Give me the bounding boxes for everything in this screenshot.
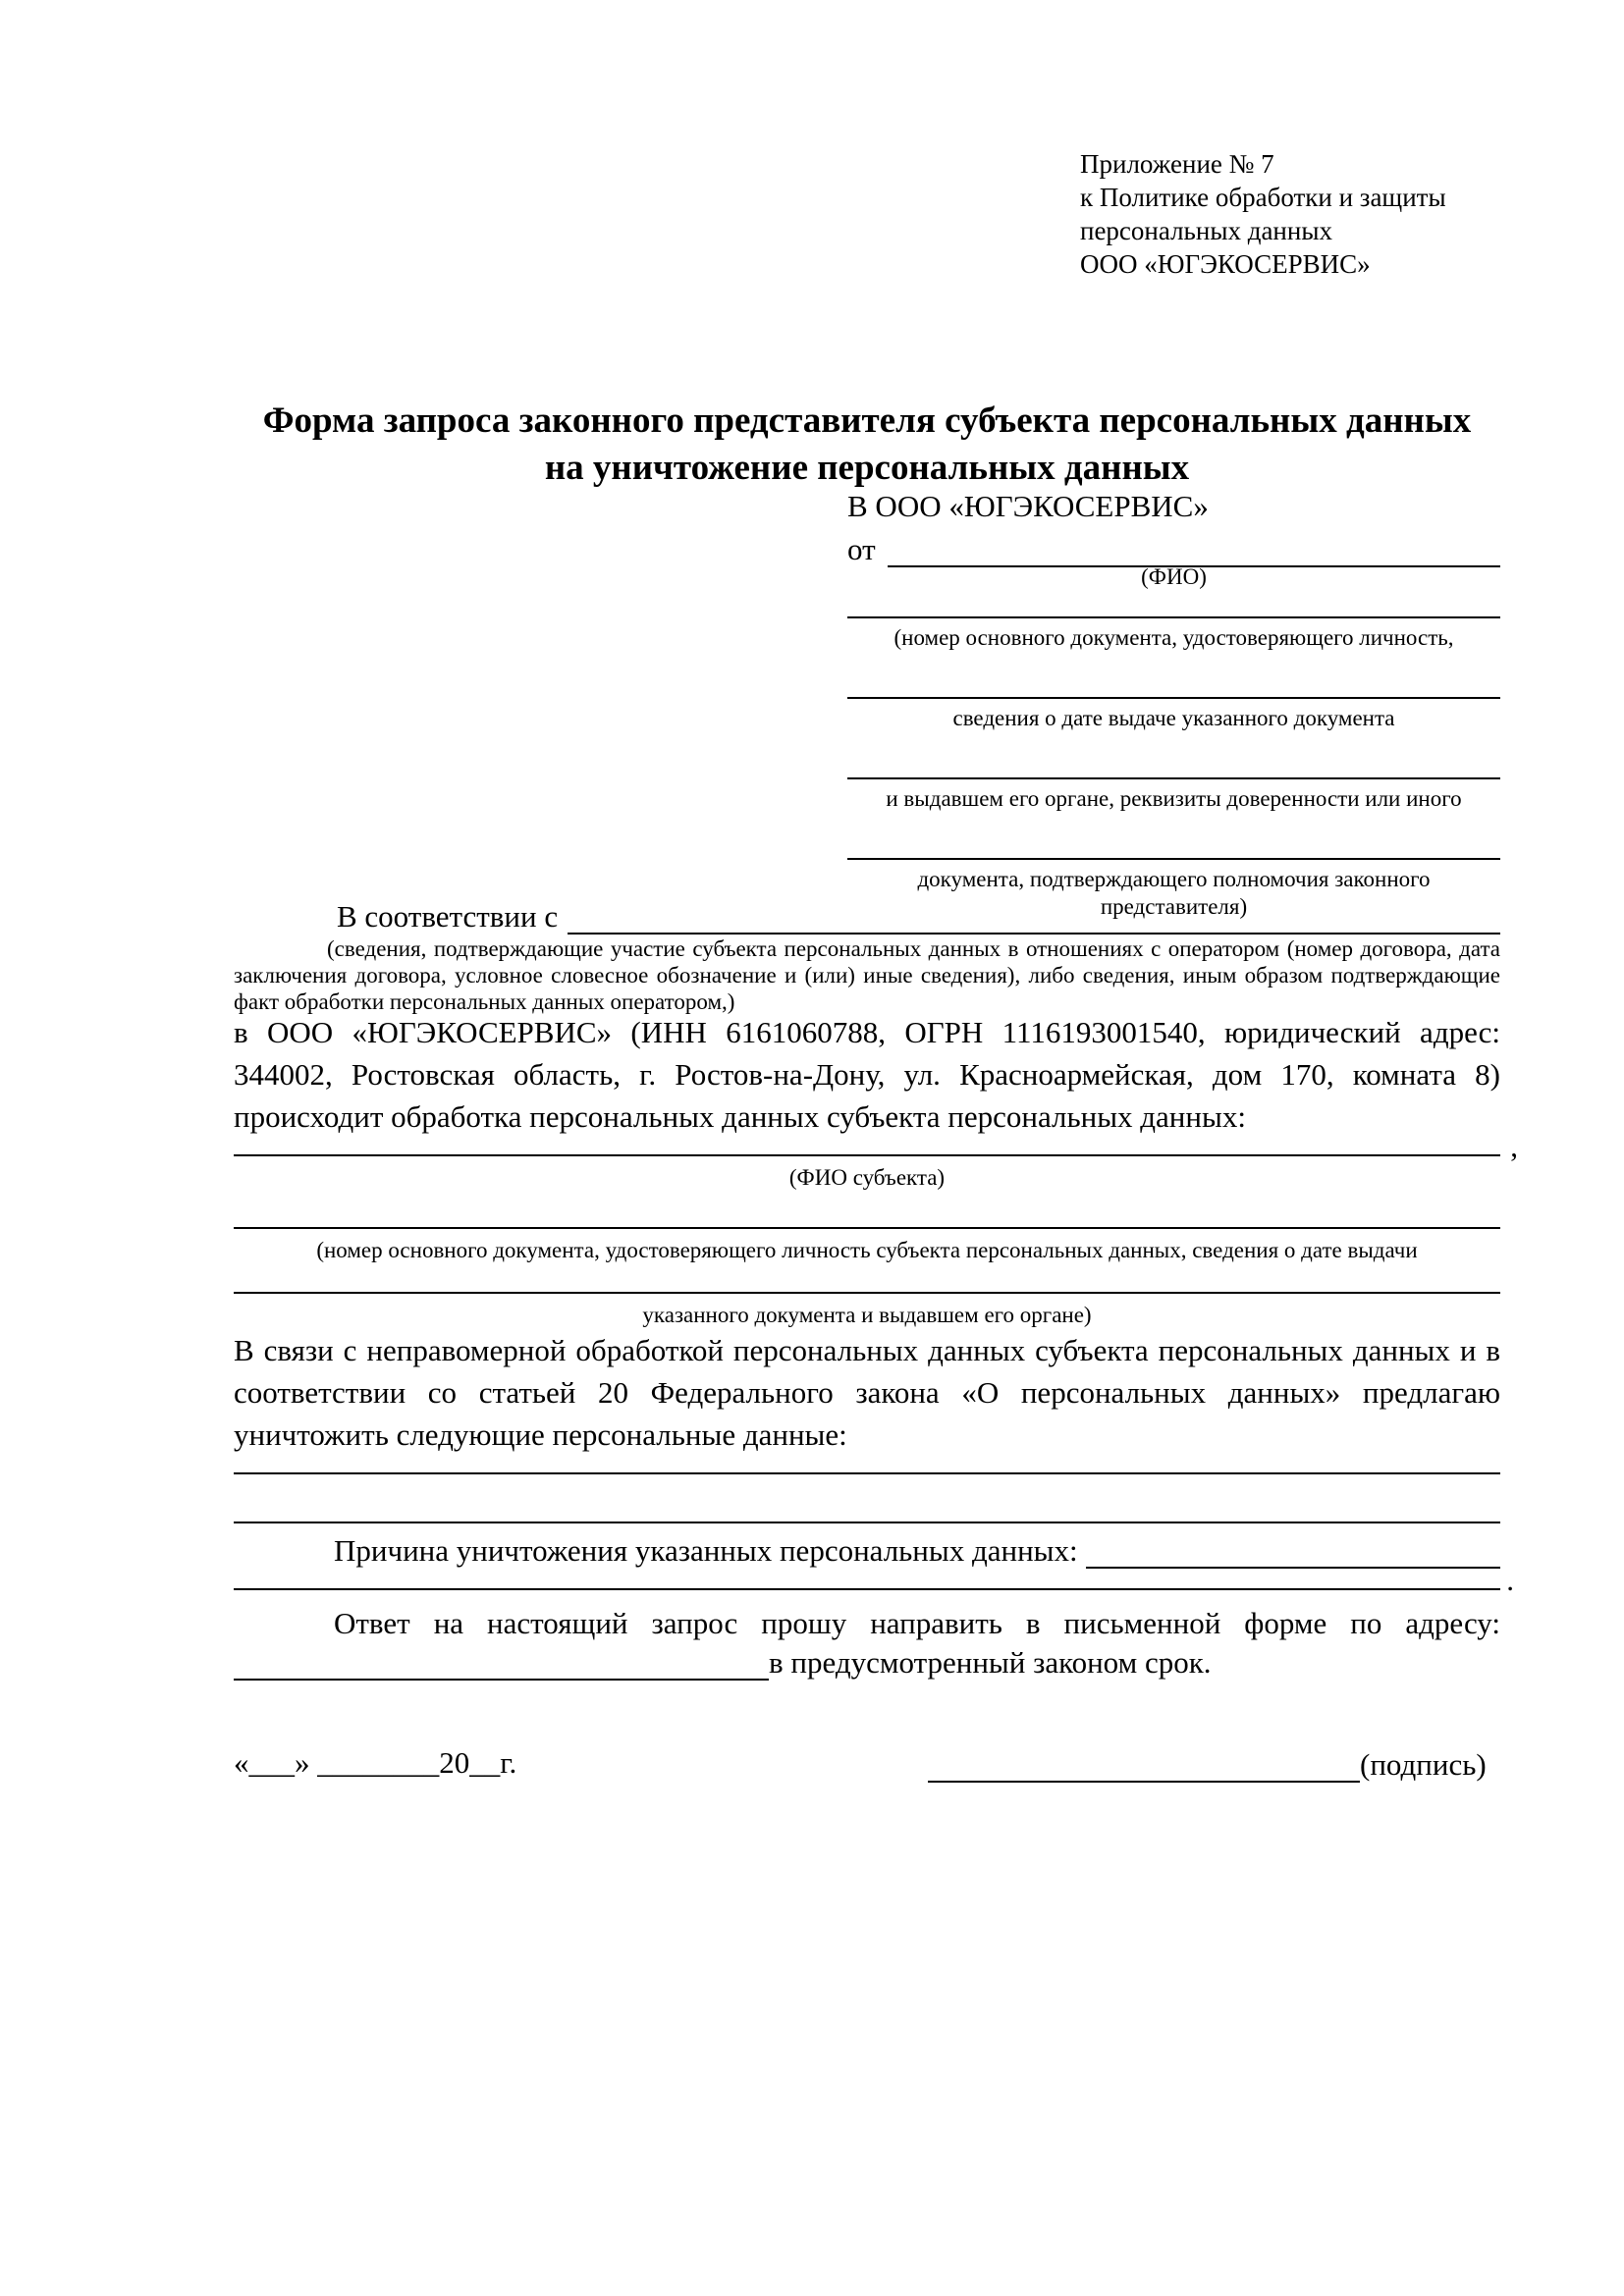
document-title bbox=[234, 398, 1500, 492]
subject-fio-caption: (ФИО субъекта) bbox=[788, 1165, 946, 1190]
date-line: «___» ________20__г. bbox=[234, 1745, 517, 1780]
subject-fio-field-line bbox=[234, 1123, 1518, 1163]
fio-field-line bbox=[888, 530, 1500, 567]
appendix-header-line: персональных данных bbox=[1080, 216, 1332, 245]
reply-tail-text: в предусмотренный законом срок. bbox=[769, 1645, 1212, 1680]
document-body bbox=[234, 0, 1518, 2296]
document-title-line2: на уничтожение персональных данных bbox=[544, 448, 1190, 488]
data-to-destroy-field-line-2 bbox=[234, 1490, 1500, 1523]
appendix-header-line: к Политике обработки и защиты bbox=[1080, 183, 1446, 212]
signature-group bbox=[928, 1745, 1487, 1783]
comma-after-line: , bbox=[1510, 1129, 1518, 1163]
accordance-field-line bbox=[568, 897, 1500, 934]
signature-caption: (подпись) bbox=[1360, 1747, 1487, 1782]
period-after-line: . bbox=[1506, 1563, 1514, 1597]
accordance-row bbox=[234, 897, 1500, 934]
subject-authority-field-line bbox=[234, 1260, 1500, 1294]
issuing-authority-field-line bbox=[847, 748, 1500, 779]
subject-document-caption: (номер основного документа, удостоверяющего личность субъекта персональных данных, сведения о дате выдачи bbox=[316, 1238, 1418, 1262]
unlawful-processing-paragraph: В связи с неправомерной обработкой персональных данных субъекта персональных данных и в соответствии со статьей 20 Федерального закона «О персональных данных» предлагаю уничтожить следующие персональные данные: bbox=[234, 1333, 1500, 1452]
appendix-header-line: Приложение № 7 bbox=[1080, 149, 1274, 179]
document-title-line1: Форма запроса законного представителя субъекта персональных данных bbox=[262, 400, 1472, 441]
reply-address-row bbox=[234, 1643, 1500, 1681]
reason-label: Причина уничтожения указанных персональных данных: bbox=[334, 1533, 1078, 1568]
reply-address-field-line bbox=[234, 1643, 769, 1681]
from-label: от bbox=[847, 532, 876, 566]
authority-document-field-line bbox=[847, 828, 1500, 860]
data-to-destroy-field-line-1 bbox=[234, 1441, 1500, 1474]
subject-authority-caption: указанного документа и выдавшем его органе) bbox=[642, 1303, 1092, 1327]
small-print-note: (сведения, подтверждающие участие субъекта персональных данных в отношениях с оператором (номер договора, дата заключения договора, условное словесное обозначение и (или) иные сведения), либо сведения, иным образом подтверждающие факт обработки персональных данных оператором,) bbox=[234, 936, 1500, 1014]
accordance-label: В соответствии с bbox=[337, 899, 559, 934]
issue-date-caption: сведения о дате выдаче указанного документа bbox=[952, 706, 1395, 730]
subject-document-field-line bbox=[234, 1196, 1500, 1229]
appendix-header bbox=[1080, 147, 1446, 281]
document-number-field-line bbox=[847, 587, 1500, 618]
reply-sentence: Ответ на настоящий запрос прошу направить в письменной форме по адресу: bbox=[334, 1606, 1500, 1640]
operator-paragraph: в ООО «ЮГЭКОСЕРВИС» (ИНН 6161060788, ОГРН 1116193001540, юридический адрес: 344002, Ростовская область, г. Ростов-на-Дону, ул. Красноармейская, дом 170, комната 8) происходит обработка персональных данных субъекта персональных данных: bbox=[234, 1015, 1500, 1134]
authority-document-caption: документа, подтверждающего полномочия законного представителя) bbox=[917, 867, 1431, 919]
fio-caption: (ФИО) bbox=[1141, 564, 1207, 589]
signature-field-line bbox=[928, 1745, 1360, 1783]
reason-field-line-2 bbox=[234, 1557, 1514, 1597]
appendix-header-line: ООО «ЮГЭКОСЕРВИС» bbox=[1080, 249, 1371, 279]
addressee-to: В ООО «ЮГЭКОСЕРВИС» bbox=[847, 489, 1209, 523]
document-number-caption: (номер основного документа, удостоверяющего личность, bbox=[893, 625, 1454, 650]
issue-date-field-line bbox=[847, 667, 1500, 699]
from-row bbox=[847, 530, 1500, 567]
issuing-authority-caption: и выдавшем его органе, реквизиты доверенности или иного bbox=[886, 786, 1462, 811]
